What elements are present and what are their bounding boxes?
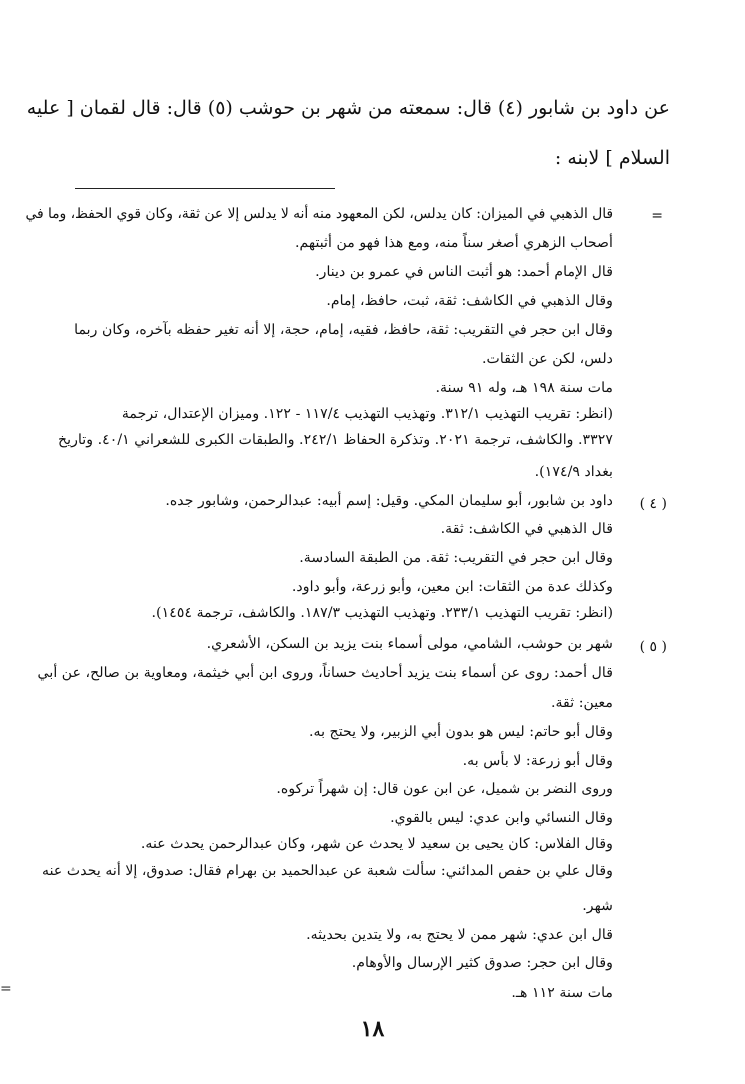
continuation-mark: = — [651, 208, 663, 224]
footnote-5-line-10: شهر. — [582, 898, 613, 914]
footnote-cont-line-4: وقال الذهبي في الكاشف: ثقة، ثبت، حافظ، إمام. — [326, 293, 613, 309]
footnote-5-line-3: معين: ثقة. — [550, 695, 613, 711]
edge-mark: = — [0, 981, 12, 997]
footnote-4-line-3: وقال ابن حجر في التقريب: ثقة. من الطبقة السادسة. — [299, 550, 613, 566]
footnote-5-line-7: وقال النسائي وابن عدي: ليس بالقوي. — [390, 810, 613, 826]
footnote-5-marker: ( ٥ ) — [639, 639, 667, 655]
footnote-cont-line-7: مات سنة ١٩٨ هـ، وله ٩١ سنة. — [435, 380, 613, 396]
footnote-cont-line-6: دلس، لكن عن الثقات. — [482, 351, 613, 367]
footnote-4-line-5: (انظر: تقريب التهذيب ٢٣٣/١. وتهذيب التهذيب ١٨٧/٣. والكاشف، ترجمة ١٤٥٤). — [151, 605, 613, 621]
footnote-separator — [75, 188, 335, 189]
footnote-cont-line-1: قال الذهبي في الميزان: كان يدلس، لكن المعهود منه أنه لا يدلس إلا عن ثقة، وكان قوي الحفظ، وما في — [25, 206, 613, 222]
footnote-cont-line-5: وقال ابن حجر في التقريب: ثقة، حافظ، فقيه، إمام، حجة، إلا أنه تغير حفظه بآخره، وكان ربما — [74, 322, 613, 338]
footnote-cont-line-3: قال الإمام أحمد: هو أثبت الناس في عمرو بن دينار. — [315, 264, 613, 280]
footnote-5-line-8: وقال الفلاس: كان يحيى بن سعيد لا يحدث عن شهر، وكان عبدالرحمن يحدث عنه. — [140, 836, 613, 852]
main-text-line-2: السلام ] لابنه : — [554, 147, 670, 169]
main-text-line-1: عن داود بن شابور (٤) قال: سمعته من شهر بن حوشب (٥) قال: قال لقمان [ عليه — [26, 97, 670, 119]
page-number: ١٨ — [360, 1016, 385, 1042]
footnote-cont-line-8: (انظر: تقريب التهذيب ٣١٢/١. وتهذيب التهذيب ١١٧/٤ - ١٢٢. وميزان الإعتدال، ترجمة — [121, 406, 613, 422]
footnote-4-line-1: داود بن شابور، أبو سليمان المكي. وقيل: إسم أبيه: عبدالرحمن، وشابور جده. — [165, 493, 613, 509]
footnote-5-line-2: قال أحمد: روى عن أسماء بنت يزيد أحاديث حساناً، وروى ابن أبي خيثمة، ومعاوية بن صالح، عن أبي — [37, 665, 613, 681]
footnote-4-line-2: قال الذهبي في الكاشف: ثقة. — [440, 521, 613, 537]
footnote-5-line-13: مات سنة ١١٢ هـ. — [511, 985, 613, 1001]
footnote-5-line-4: وقال أبو حاتم: ليس هو بدون أبي الزبير، ولا يحتج به. — [308, 724, 613, 740]
footnote-4-line-4: وكذلك عدة من الثقات: ابن معين، وأبو زرعة، وأبو داود. — [291, 579, 613, 595]
footnote-5-line-11: قال ابن عدي: شهر ممن لا يحتج به، ولا يتدين بحديثه. — [306, 927, 613, 943]
footnote-cont-line-10: بغداد ١٧٤/٩). — [534, 464, 613, 480]
footnote-5-line-9: وقال علي بن حفص المدائني: سألت شعبة عن عبدالحميد بن بهرام فقال: صدوق، إلا أنه يحدث عنه — [42, 863, 613, 879]
footnote-cont-line-2: أصحاب الزهري أصغر سناً منه، ومع هذا فهو من أثبتهم. — [294, 235, 613, 251]
footnote-cont-line-9: ٣٣٢٧. والكاشف، ترجمة ٢٠٢١. وتذكرة الحفاظ ٢٤٢/١. والطبقات الكبرى للشعراني ٤٠/١. وتاريخ — [57, 432, 613, 448]
footnote-5-line-6: وروى النضر بن شميل، عن ابن عون قال: إن شهراً تركوه. — [276, 781, 613, 797]
footnote-4-marker: ( ٤ ) — [639, 496, 667, 512]
footnote-5-line-5: وقال أبو زرعة: لا بأس به. — [462, 753, 613, 769]
footnote-5-line-12: وقال ابن حجر: صدوق كثير الإرسال والأوهام. — [351, 955, 613, 971]
footnote-5-line-1: شهر بن حوشب، الشامي، مولى أسماء بنت يزيد بن السكن، الأشعري. — [206, 636, 613, 652]
